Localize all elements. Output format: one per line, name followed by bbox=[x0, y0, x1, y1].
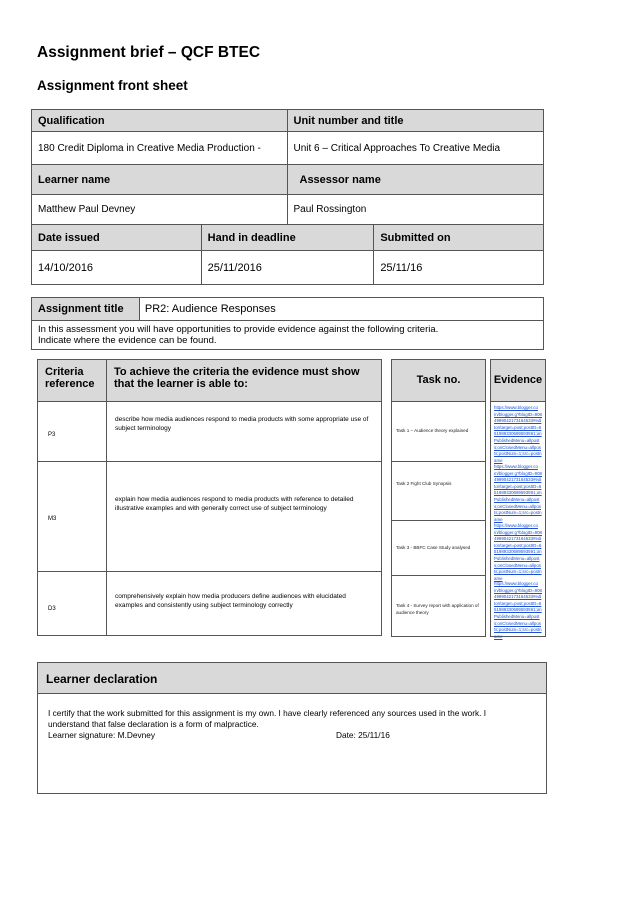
criteria-ref-d3: D3 bbox=[37, 571, 107, 636]
criteria-header-desc-line1: To achieve the criteria the evidence must show bbox=[114, 366, 360, 378]
criteria-header-ref-line1: Criteria bbox=[45, 366, 84, 378]
unit-label: Unit number and title bbox=[287, 110, 544, 132]
declaration-header: Learner declaration bbox=[37, 662, 547, 694]
hand-in-label: Hand in deadline bbox=[201, 225, 374, 251]
criteria-header-desc bbox=[106, 359, 382, 402]
criteria-desc-d3: comprehensively explain how media producers define audiences with elucidated examples and consistently using subject terminology correctly bbox=[106, 571, 382, 636]
criteria-header-desc-line2: that the learner is able to: bbox=[114, 378, 248, 390]
unit-value: Unit 6 – Critical Approaches To Creative Media bbox=[287, 132, 544, 165]
criteria-header-ref-line2: reference bbox=[45, 378, 95, 390]
declaration-text: I certify that the work submitted for this assignment is my own. I have clearly referenced any sources used in the work. I understand that false declaration is a form of malpractice. bbox=[48, 708, 487, 729]
evidence-link-4[interactable]: https://www.blogger.com/blogger.g?blogID=9084999042173164533#editor/target=post;postID=651989330689593591;onPublishedMenu=allposts;onClosedMenu=allposts;postNum=1;src=postname bbox=[494, 581, 542, 639]
task-1: Task 1 – Audience theory explained bbox=[391, 401, 486, 462]
criteria-ref-p3: P3 bbox=[37, 401, 107, 462]
hand-in-value: 25/11/2016 bbox=[201, 251, 374, 285]
date-issued-label: Date issued bbox=[32, 225, 202, 251]
declaration-body bbox=[37, 693, 547, 794]
evidence-link-1[interactable]: https://www.blogger.com/blogger.g?blogID=9084999042173164533#editor/target=post;postID=651989330689593591;onPublishedMenu=allposts;onClosedMenu=allposts;postNum=1;src=postname bbox=[494, 405, 542, 463]
evidence-link-2[interactable]: https://www.blogger.com/blogger.g?blogID=9084999042173164533#editor/target=post;postID=651989330689593591;onPublishedMenu=allposts;onClosedMenu=allposts;postNum=1;src=postname bbox=[494, 464, 542, 522]
learner-label: Learner name bbox=[32, 165, 288, 195]
evidence-header: Evidence bbox=[490, 359, 546, 402]
criteria-desc-p3: describe how media audiences respond to media products with some appropriate use of subject terminology bbox=[106, 401, 382, 462]
learner-signature: Learner signature: M.Devney bbox=[48, 730, 155, 740]
assignment-intro-line2: Indicate where the evidence can be found. bbox=[38, 335, 217, 346]
declaration-date: Date: 25/11/16 bbox=[336, 730, 390, 740]
task-header: Task no. bbox=[391, 359, 486, 402]
criteria-desc-m3: explain how media audiences respond to media products with reference to detailed illustrative examples and with generally correct use of subject terminology bbox=[106, 461, 382, 572]
document-subtitle: Assignment front sheet bbox=[37, 78, 188, 93]
assignment-intro-line1: In this assessment you will have opportunities to provide evidence against the following criteria. bbox=[38, 324, 439, 335]
learner-value: Matthew Paul Devney bbox=[32, 195, 288, 225]
task-3: Task 3 - BBFC Case Study analysed bbox=[391, 520, 486, 576]
assignment-title-label: Assignment title bbox=[32, 298, 140, 321]
submitted-value: 25/11/16 bbox=[374, 251, 544, 285]
task-4: Task 4 - Survey report with application of audience theory bbox=[391, 575, 486, 637]
assignment-intro bbox=[32, 321, 544, 350]
date-issued-value: 14/10/2016 bbox=[32, 251, 202, 285]
document-title: Assignment brief – QCF BTEC bbox=[37, 44, 261, 61]
criteria-header-ref bbox=[37, 359, 107, 402]
criteria-ref-m3: M3 bbox=[37, 461, 107, 572]
declaration-sign-row bbox=[48, 730, 536, 741]
evidence-cell bbox=[490, 401, 546, 637]
task-2: Task 2 Fight Club Synopsis bbox=[391, 461, 486, 521]
assessor-value: Paul Rossington bbox=[287, 195, 544, 225]
assessor-label: Assessor name bbox=[287, 165, 544, 195]
submitted-label: Submitted on bbox=[374, 225, 544, 251]
qualification-value: 180 Credit Diploma in Creative Media Production - bbox=[32, 132, 288, 165]
assignment-table bbox=[31, 297, 544, 350]
front-sheet-table bbox=[31, 109, 544, 285]
evidence-link-3[interactable]: https://www.blogger.com/blogger.g?blogID=9084999042173164533#editor/target=post;postID=651989330689593591;onPublishedMenu=allposts;onClosedMenu=allposts;postNum=1;src=postname bbox=[494, 523, 542, 581]
qualification-label: Qualification bbox=[32, 110, 288, 132]
assignment-title-value: PR2: Audience Responses bbox=[139, 298, 543, 321]
